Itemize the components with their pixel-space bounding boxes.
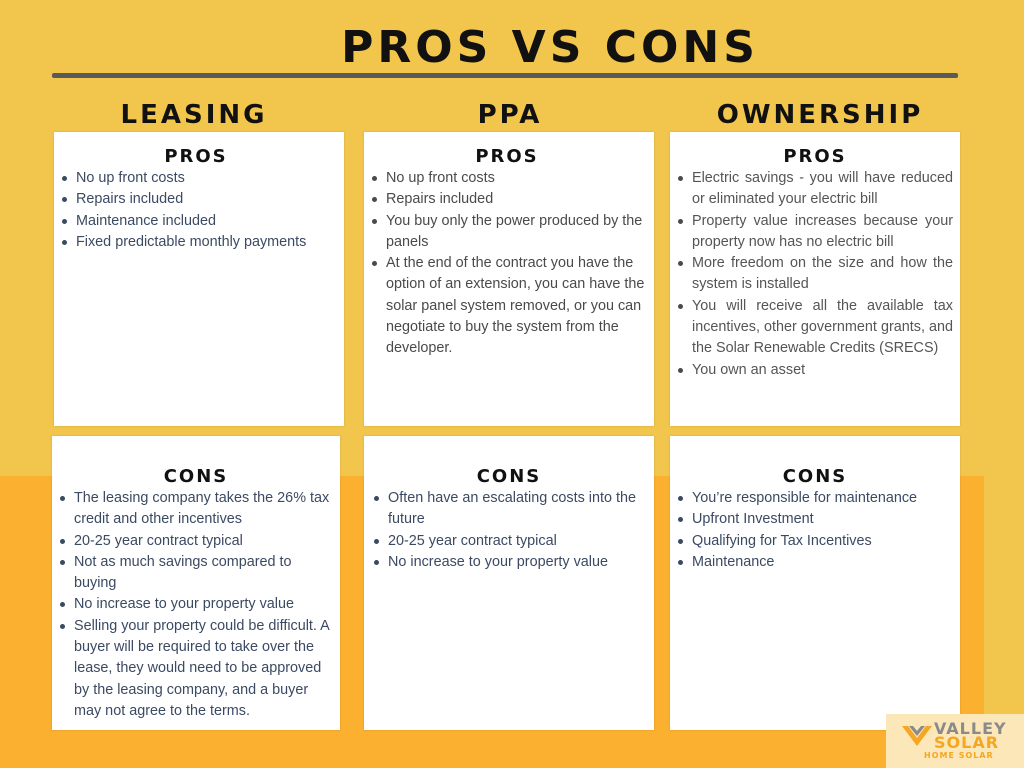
- list-item: Upfront Investment: [670, 509, 960, 530]
- list-item: You will receive all the available tax incentives, other government grants, and the Solar Renewable Credits (SRECS): [670, 296, 953, 360]
- list-item: Qualifying for Tax Incentives: [670, 531, 960, 552]
- list-item: You own an asset: [670, 360, 953, 381]
- card-title: PROS: [475, 146, 539, 167]
- leasing-pros-card: [54, 132, 344, 426]
- page-title: PROS VS CONS: [341, 22, 759, 73]
- leasing-cons-list: [52, 488, 340, 722]
- list-item: No up front costs: [364, 168, 650, 189]
- sun-chevron-icon: [902, 724, 932, 748]
- list-item: More freedom on the size and how the system is installed: [670, 253, 953, 296]
- column-heading-ppa: PPA: [477, 100, 543, 130]
- leasing-cons-card: [52, 436, 340, 730]
- ppa-pros-list: [364, 168, 654, 360]
- list-item: Selling your property could be difficult. A buyer will be required to take over the lease, they would need to be approved by the leasing company, and a buyer may not agree to the terms.: [52, 616, 332, 722]
- card-title: PROS: [164, 146, 228, 167]
- list-item: Repairs included: [54, 189, 344, 210]
- list-item: No up front costs: [54, 168, 344, 189]
- ppa-pros-card: [364, 132, 654, 426]
- ownership-cons-card: [670, 436, 960, 730]
- card-title: CONS: [476, 466, 542, 487]
- card-title: CONS: [782, 466, 848, 487]
- list-item: Often have an escalating costs into the future: [366, 488, 644, 531]
- list-item: 20-25 year contract typical: [366, 531, 644, 552]
- list-item: Maintenance: [670, 552, 960, 573]
- logo-text-home-solar: HOME SOLAR: [924, 751, 994, 760]
- list-item: Maintenance included: [54, 211, 344, 232]
- list-item: No increase to your property value: [366, 552, 644, 573]
- ownership-pros-card: [670, 132, 960, 426]
- card-title: PROS: [783, 146, 847, 167]
- list-item: Electric savings - you will have reduced or eliminated your electric bill: [670, 168, 953, 211]
- column-heading-ownership: OWNERSHIP: [716, 100, 924, 130]
- list-item: Repairs included: [364, 189, 650, 210]
- ppa-cons-list: [364, 488, 654, 573]
- card-title: CONS: [163, 466, 229, 487]
- list-item: The leasing company takes the 26% tax credit and other incentives: [52, 488, 332, 531]
- ownership-cons-list: [670, 488, 960, 573]
- column-heading-leasing: LEASING: [120, 100, 268, 130]
- list-item: You’re responsible for maintenance: [670, 488, 960, 509]
- title-divider: [52, 73, 958, 78]
- list-item: Property value increases because your property now has no electric bill: [670, 211, 953, 254]
- list-item: Not as much savings compared to buying: [52, 552, 332, 595]
- list-item: Fixed predictable monthly payments: [54, 232, 344, 253]
- list-item: At the end of the contract you have the option of an extension, you can have the solar panel system removed, or you can negotiate to buy the system from the developer.: [364, 253, 650, 359]
- logo-text-valley: VALLEY: [934, 719, 1007, 738]
- leasing-pros-list: [54, 168, 344, 253]
- list-item: No increase to your property value: [52, 594, 332, 615]
- valley-solar-logo: [886, 714, 1024, 768]
- ppa-cons-card: [364, 436, 654, 730]
- ownership-pros-list: [670, 168, 960, 381]
- list-item: 20-25 year contract typical: [52, 531, 332, 552]
- list-item: You buy only the power produced by the panels: [364, 211, 650, 254]
- logo-text-solar: SOLAR: [934, 733, 1000, 752]
